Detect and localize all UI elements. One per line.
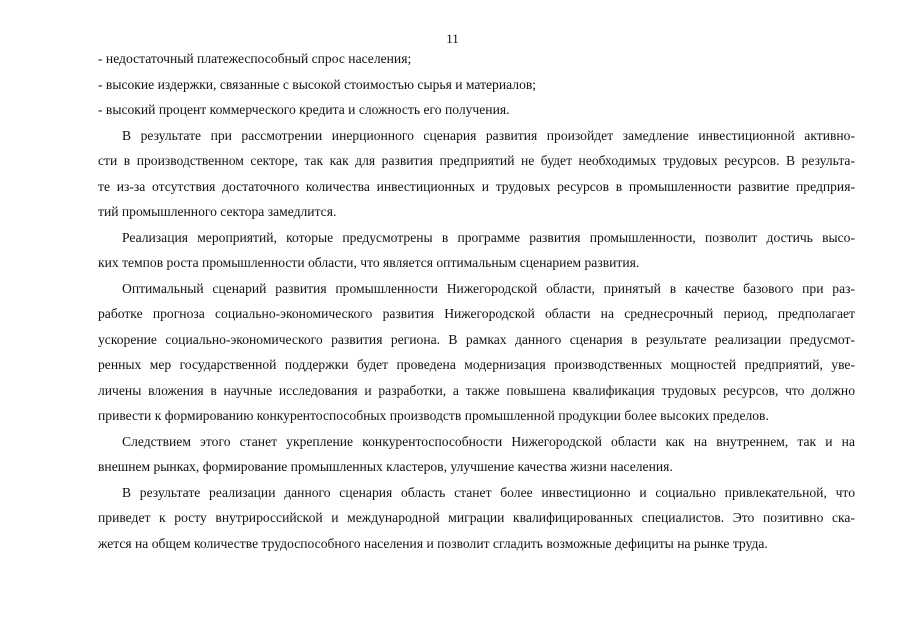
document-body [98, 46, 855, 556]
bullet-item: - высокий процент коммерческого кредита и сложность его получения. [98, 102, 510, 117]
bullet-item: - высокие издержки, связанные с высокой стоимостью сырья и материалов; [98, 76, 537, 92]
paragraph-line: работке прогноза социально-экономического развития Нижегородской области на среднесрочный период, предполагает [98, 306, 855, 321]
bullet-item: - недостаточный платежеспособный спрос населения; [98, 51, 412, 66]
paragraph-line: Оптимальный сценарий развития промышленности Нижегородской области, принятый в качестве базового при раз- [122, 280, 855, 296]
paragraph-line: приведет к росту внутрироссийской и международной миграции квалифицированных специалистов. Это позитивно ска- [98, 510, 855, 525]
paragraph [98, 225, 855, 276]
paragraph-line: те из-за отсутствия достаточного количества инвестиционных и трудовых ресурсов в промышленности развитие предприя- [98, 178, 855, 194]
paragraph-line: привести к формированию конкурентоспособных производств промышленной продукции более высоких пределов. [98, 408, 769, 423]
paragraph-line: жется на общем количестве трудоспособного населения и позволит сгладить возможные дефициты на рынке труда. [98, 535, 768, 551]
page-number: 11 [446, 31, 459, 46]
paragraph-line: ких темпов роста промышленности области, что является оптимальным сценарием развития. [98, 255, 640, 270]
paragraph-line: Следствием этого станет укрепление конкурентоспособности Нижегородской области как на внутреннем, так и на [122, 433, 855, 449]
paragraph-line: внешнем рынках, формирование промышленных кластеров, улучшение качества жизни населения. [98, 459, 673, 474]
paragraph-line: ренных мер государственной поддержки будет проведена модернизация производственных мощностей предприятий, уве- [98, 357, 855, 372]
paragraph [98, 480, 855, 557]
paragraph-line: сти в производственном секторе, так как для развития предприятий не будет необходимых трудовых ресурсов. В результа- [98, 153, 855, 168]
paragraph-line: В результате реализации данного сценария область станет более инвестиционно и социально привлекательной, что [122, 484, 855, 500]
paragraph-line: тий промышленного сектора замедлится. [98, 204, 337, 219]
paragraph-line: В результате при рассмотрении инерционного сценария развития произойдет замедление инвестиционной активно- [122, 127, 855, 143]
paragraph [98, 429, 855, 480]
paragraph [98, 123, 855, 225]
paragraph-line: Реализация мероприятий, которые предусмотрены в программе развития промышленности, позволит достичь высо- [122, 229, 855, 245]
paragraph-line: личены вложения в научные исследования и разработки, а также повышена квалификация трудовых ресурсов, что должно [98, 382, 855, 398]
paragraph-line: ускорение социально-экономического развития региона. В рамках данного сценария в результате реализации предусмот- [98, 331, 855, 347]
paragraph [98, 276, 855, 429]
bullet-list [98, 46, 855, 123]
